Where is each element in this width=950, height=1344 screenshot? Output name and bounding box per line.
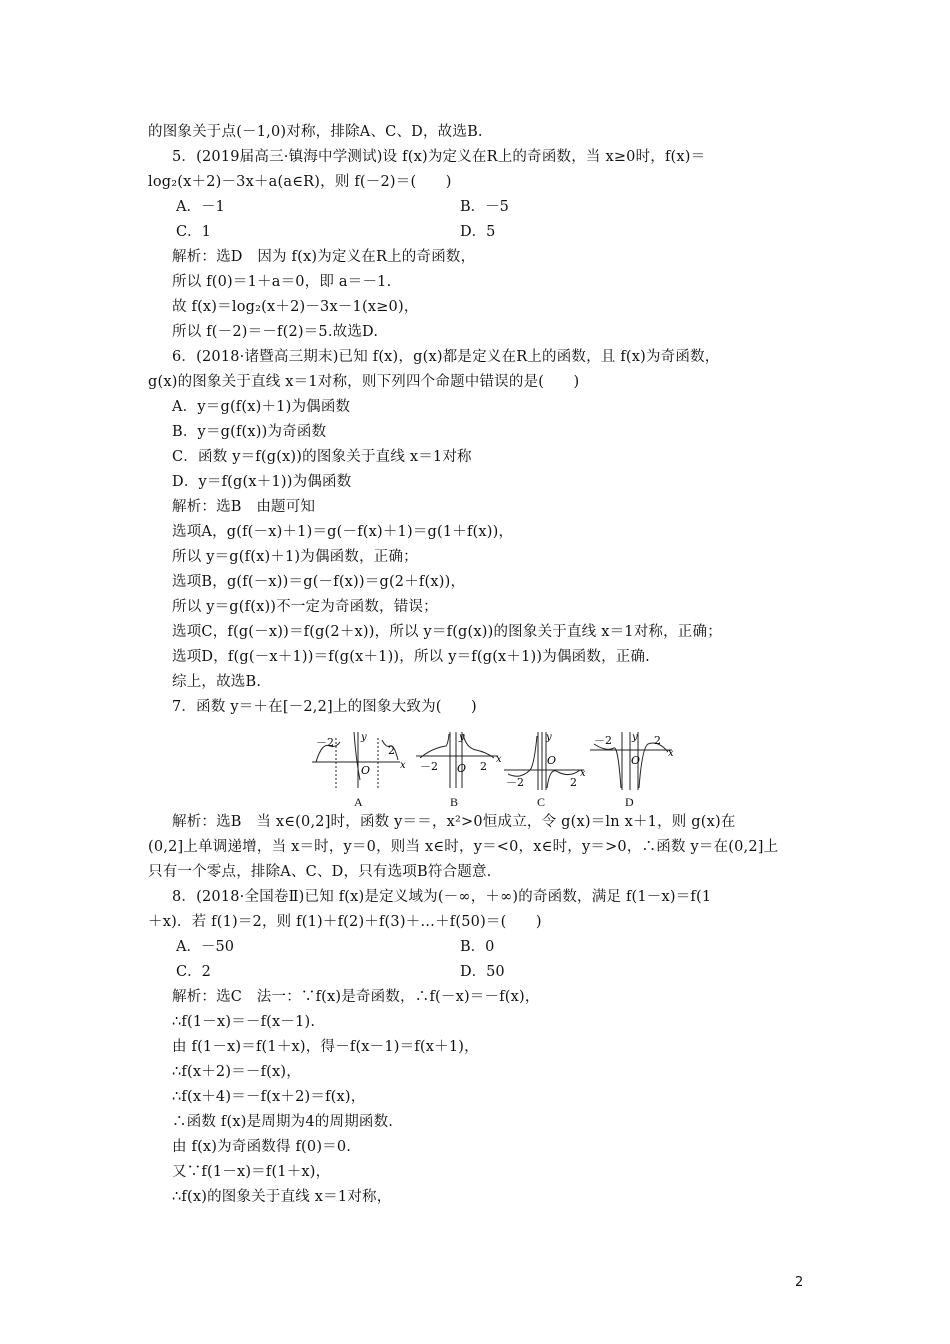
graph-a-x-label: x	[400, 760, 406, 771]
graph-d-origin: O	[631, 754, 641, 767]
problem-5-stem: 5．(2019届高三·镇海中学测试)设 f(x)为定义在R上的奇函数，当 x≥0时，f(x)＝	[172, 149, 706, 165]
problem-5-option-d: D．5	[460, 224, 496, 240]
graph-c-label: C	[537, 795, 546, 809]
graph-c-tick-neg: －2	[506, 776, 524, 789]
solution-line: 由 f(1－x)＝f(1＋x)，得－f(x－1)＝f(x＋1)，	[172, 1039, 479, 1055]
problem-5-stem-cont: log₂(x＋2)－3x＋a(a∈R)，则 f(－2)＝( )	[148, 174, 452, 190]
solution-line: ∴f(x＋2)＝－f(x)，	[172, 1064, 301, 1080]
graph-b-label: B	[450, 795, 459, 809]
graph-a-tick-pos: 2	[388, 744, 395, 757]
solution-line: 所以 y＝g(f(x)＋1)为偶函数，正确；	[172, 549, 418, 565]
solution-line: 所以 f(0)＝1＋a＝0，即 a＝－1.	[172, 274, 392, 290]
solution-line: ∴f(x＋4)＝－f(x＋2)＝f(x)，	[172, 1089, 366, 1105]
solution-line: 综上，故选B.	[172, 674, 262, 690]
problem-8-stem: 8．(2018·全国卷Ⅱ)已知 f(x)是定义域为(－∞，＋∞)的奇函数，满足 f(1－x)＝f(1	[172, 889, 712, 905]
problem-6-option-b: B．y＝g(f(x))为奇函数	[172, 424, 327, 440]
solution-line: 由 f(x)为奇函数得 f(0)＝0.	[172, 1139, 352, 1155]
problem-6-option-c: C．函数 y＝f(g(x))的图象关于直线 x＝1对称	[172, 449, 472, 465]
problem-6-stem-cont: g(x)的图象关于直线 x＝1对称，则下列四个命题中错误的是( )	[148, 374, 580, 390]
solution-line: 选项D，f(g(－x＋1))＝f(g(x＋1))，所以 y＝f(g(x＋1))为偶函数，正确.	[172, 649, 650, 665]
text-line: 的图象关于点(－1,0)对称，排除A、C、D，故选B.	[148, 124, 483, 140]
graph-d-tick-neg: －2	[594, 734, 612, 747]
solution-line: ∴f(x)的图象关于直线 x＝1对称，	[172, 1189, 392, 1205]
problem-5-option-c: C．1	[176, 224, 211, 240]
graph-c-tick-pos: 2	[570, 776, 577, 789]
graph-a-origin: O	[361, 764, 371, 777]
page-number: 2	[795, 1275, 804, 1290]
solution-line: 解析：选C 法一：∵f(x)是奇函数，∴f(－x)＝－f(x)，	[172, 989, 540, 1005]
graph-b-origin: O	[457, 762, 467, 775]
solution-line: 解析：选B 由题可知	[172, 499, 316, 515]
solution-line: 只有一个零点，排除A、C、D，只有选项B符合题意.	[148, 864, 492, 880]
graph-a-y-label: y	[361, 732, 367, 743]
problem-5-option-b: B．－5	[460, 199, 509, 215]
graph-b-tick-neg: －2	[420, 760, 438, 773]
problem-6-option-d: D．y＝f(g(x＋1))为偶函数	[172, 474, 352, 490]
graph-c-x-label: x	[580, 768, 586, 779]
solution-line: ∴f(1－x)＝－f(x－1).	[172, 1014, 316, 1030]
problem-8-option-b: B．0	[460, 939, 495, 955]
solution-line: ∴函数 f(x)是周期为4的周期函数.	[172, 1114, 394, 1130]
problem-8-option-c: C．2	[176, 964, 211, 980]
solution-line: 解析：选B 当 x∈(0,2]时，函数 y＝＝，x²>0恒成立，令 g(x)＝ln x＋1，则 g(x)在	[172, 814, 736, 830]
graph-d-tick-pos: 2	[654, 734, 661, 747]
problem-7-stem: 7．函数 y＝＋在[－2,2]上的图象大致为( )	[172, 699, 477, 715]
graph-c-y-label: y	[546, 732, 552, 743]
solution-line: (0,2]上单调递增，当 x＝时，y＝0，则当 x∈时，y＝<0，x∈时，y＝>0，∴函数 y＝在(0,2]上	[148, 839, 779, 855]
solution-line: 解析：选D 因为 f(x)为定义在R上的奇函数，	[172, 249, 476, 265]
graph-c-origin: O	[547, 754, 557, 767]
problem-8-stem-cont: ＋x)．若 f(1)＝2，则 f(1)＋f(2)＋f(3)＋…＋f(50)＝( )	[148, 914, 542, 930]
solution-line: 选项A，g(f(－x)＋1)＝g(－f(x)＋1)＝g(1＋f(x))，	[172, 524, 514, 540]
graph-d-x-label: x	[668, 748, 674, 759]
problem-7-graphs	[308, 730, 678, 810]
graph-a-label: A	[354, 795, 363, 809]
problem-8-option-a: A．－50	[176, 939, 234, 955]
solution-line: 故 f(x)＝log₂(x＋2)－3x－1(x≥0)，	[172, 299, 419, 315]
problem-6-option-a: A．y＝g(f(x)＋1)为偶函数	[172, 399, 351, 415]
solution-line: 又∵f(1－x)＝f(1＋x)，	[172, 1164, 331, 1180]
graph-d-label: D	[625, 795, 634, 809]
graph-a-tick-neg: －2	[316, 736, 334, 749]
graph-b-tick-pos: 2	[480, 760, 487, 773]
problem-8-option-d: D．50	[460, 964, 505, 980]
graph-b-y-label: y	[459, 732, 465, 743]
graph-b-x-label: x	[496, 754, 502, 765]
solution-line: 所以 f(－2)＝－f(2)＝5.故选D.	[172, 324, 379, 340]
problem-5-option-a: A．－1	[176, 199, 225, 215]
solution-line: 所以 y＝g(f(x))不一定为奇函数，错误；	[172, 599, 438, 615]
solution-line: 选项C，f(g(－x))＝f(g(2＋x))，所以 y＝f(g(x))的图象关于直线 x＝1对称，正确；	[172, 624, 722, 640]
solution-line: 选项B，g(f(－x))＝g(－f(x))＝g(2＋f(x))，	[172, 574, 466, 590]
problem-6-stem: 6．(2018·诸暨高三期末)已知 f(x)，g(x)都是定义在R上的函数，且 f(x)为奇函数，	[172, 349, 720, 365]
graph-d-y-label: y	[632, 732, 638, 743]
